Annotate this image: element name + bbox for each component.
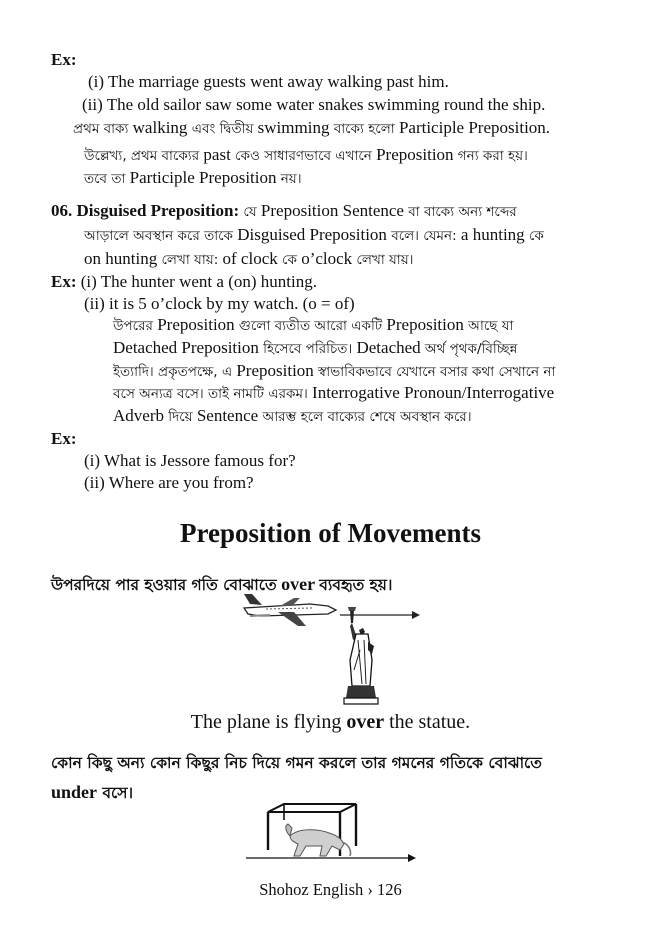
airplane-icon	[244, 594, 336, 626]
section-title: Preposition of Movements	[180, 518, 481, 548]
example-item: (ii) Where are you from?	[84, 473, 254, 492]
footer-separator: ›	[367, 880, 373, 899]
note-line: উল্লেখ্য, প্রথম বাক্যের past কেও সাধারণভাবে এখানে Preposition গন্য করা হয়।	[84, 145, 528, 164]
under-rule-line: under বসে।	[51, 782, 134, 802]
arrow-icon	[246, 854, 416, 862]
statue-of-liberty-icon	[344, 607, 378, 704]
example-item: (ii) The old sailor saw some water snakes swimming round the ship.	[82, 95, 546, 114]
note-line: প্রথম বাক্য walking এবং দ্বিতীয় swimming বাক্যে হলো Participle Preposition.	[73, 118, 551, 137]
section-06-line: 06. Disguised Preposition: যে Preposition Sentence বা বাক্যে অন্য শব্দের	[51, 201, 517, 220]
book-title: Shohoz English	[259, 880, 364, 899]
detached-paragraph-line: ইত্যাদি। প্রকৃতপক্ষে, এ Preposition স্বাভাবিকভাবে যেখানে বসার কথা সেখানে না	[113, 361, 556, 380]
over-caption: The plane is flying over the statue.	[190, 711, 471, 733]
section-06-line: আড়ালে অবস্থান করে তাকে Disguised Preposition বলে। যেমন: a hunting কে	[84, 225, 544, 244]
example-item: (i) The marriage guests went away walking past him.	[88, 72, 449, 91]
example-heading: Ex:	[51, 429, 77, 448]
over-rule: উপরদিয়ে পার হওয়ার গতি বোঝাতে over ব্যবহৃত হয়।	[51, 574, 393, 594]
plane-over-statue-illustration	[240, 590, 420, 710]
under-rule-line: কোন কিছু অন্য কোন কিছুর নিচ দিয়ে গমন করলে তার গমনের গতিকে বোঝাতে	[51, 754, 542, 772]
cat-under-table-illustration	[244, 800, 418, 870]
detached-paragraph-line: বসে অন্যত্র বসে। তাই নামটি এরকম। Interrogative Pronoun/Interrogative	[113, 383, 555, 402]
detached-paragraph-line: উপরের Preposition গুলো ব্যতীত আরো একটি Preposition আছে যা	[113, 315, 514, 334]
example-heading: Ex:	[51, 50, 77, 69]
page-number: 126	[377, 880, 402, 899]
detached-paragraph-line: Adverb দিয়ে Sentence আরম্ভ হলে বাক্যের শেষে অবস্থান করে।	[113, 406, 472, 425]
example-item: (ii) it is 5 o’clock by my watch. (o = of)	[84, 294, 355, 313]
detached-paragraph-line: Detached Preposition হিসেবে পরিচিত। Detached অর্থ পৃথক/বিচ্ছিন্ন	[113, 338, 518, 357]
note-line: তবে তা Participle Preposition নয়।	[84, 168, 302, 187]
example-line: Ex: (i) The hunter went a (on) hunting.	[51, 272, 317, 291]
section-06-line: on hunting লেখা যায়: of clock কে o’clock লেখা যায়।	[84, 249, 414, 268]
example-item: (i) What is Jessore famous for?	[84, 451, 296, 470]
page-footer	[0, 880, 661, 900]
